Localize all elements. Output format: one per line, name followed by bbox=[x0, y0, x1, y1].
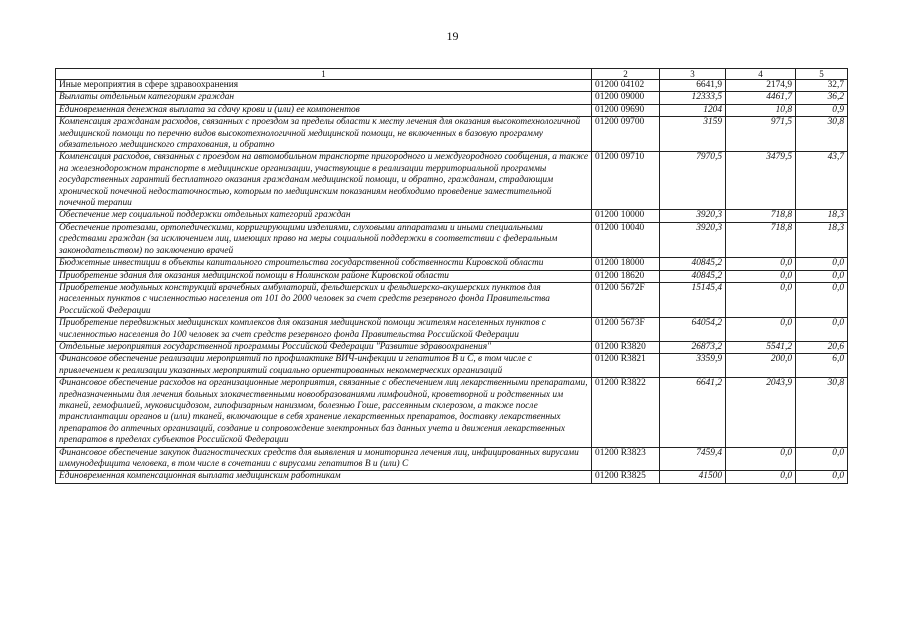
table-header-row bbox=[56, 69, 848, 80]
table-row bbox=[56, 341, 848, 353]
row-name-cell: Бюджетные инвестиции в объекты капитального строительства государственной собственности Кировской области bbox=[56, 258, 592, 270]
row-value-planned: 40845,2 bbox=[660, 258, 726, 270]
header-col-5: 5 bbox=[796, 69, 848, 80]
table-row bbox=[56, 318, 848, 342]
row-value-percent: 0,0 bbox=[796, 258, 848, 270]
table-row bbox=[56, 354, 848, 378]
row-name-cell: Финансовое обеспечение реализации мероприятий по профилактике ВИЧ-инфекции и гепатитов B и C, в том числе с привлечением к реализации указанных мероприятий социально ориентированных некоммерческих организаций bbox=[56, 354, 592, 378]
table-row bbox=[56, 152, 848, 210]
row-name-cell: Обеспечение мер социальной поддержки отдельных категорий граждан bbox=[56, 210, 592, 222]
row-code-cell: 01200 18620 bbox=[592, 270, 660, 282]
table-row bbox=[56, 80, 848, 92]
table-row bbox=[56, 210, 848, 222]
row-value-percent: 0,9 bbox=[796, 104, 848, 116]
row-code-cell: 01200 R3822 bbox=[592, 378, 660, 447]
row-value-percent: 30,8 bbox=[796, 378, 848, 447]
row-value-actual: 0,0 bbox=[726, 258, 796, 270]
row-name-cell: Выплаты отдельным категориям граждан bbox=[56, 92, 592, 104]
row-code-cell: 01200 10040 bbox=[592, 222, 660, 257]
row-name-cell: Финансовое обеспечение расходов на организационные мероприятия, связанные с обеспечением лиц лекарственными препаратами, предназначенными для лечения больных злокачественными новообразованиями лимфоидной, кроветворной и родственных им тканей, гемофилией, муковисцидозом, гипофизарным нанизмом, болезнью Гоше, рассеянным склерозом, а также после трансплантации органов и (или) тканей, включающие в себя хранение лекарственных препаратов, доставку лекарственных препаратов до аптечных организаций, создание и сопровождение электронных баз данных учета и движения лекарственных препаратов в пределах субъектов Российской Федерации bbox=[56, 378, 592, 447]
row-value-planned: 3920,3 bbox=[660, 210, 726, 222]
row-value-percent: 18,3 bbox=[796, 210, 848, 222]
row-value-planned: 41500 bbox=[660, 471, 726, 483]
row-value-planned: 15145,4 bbox=[660, 282, 726, 317]
row-value-planned: 26873,2 bbox=[660, 341, 726, 353]
row-name-cell: Компенсация гражданам расходов, связанных с проездом за пределы области к месту лечения для оказания высокотехнологичной медицинской помощи по перечню видов высокотехнологичной медицинской помощи, не включенных в базовую программу обязательного медицинского страхования, и обратно bbox=[56, 117, 592, 152]
row-value-percent: 0,0 bbox=[796, 318, 848, 342]
row-value-planned: 7459,4 bbox=[660, 447, 726, 471]
row-value-planned: 6641,9 bbox=[660, 80, 726, 92]
row-code-cell: 01200 R3823 bbox=[592, 447, 660, 471]
table-row bbox=[56, 447, 848, 471]
row-value-actual: 0,0 bbox=[726, 270, 796, 282]
row-code-cell: 01200 5672F bbox=[592, 282, 660, 317]
row-name-cell: Финансовое обеспечение закупок диагностических средств для выявления и мониторинга лечения лиц, инфицированных вирусами иммунодефицита человека, в том числе в сочетании с вирусами гепатитов B и (или) C bbox=[56, 447, 592, 471]
table-row bbox=[56, 222, 848, 257]
row-name-cell: Компенсация расходов, связанных с проездом на автомобильном транспорте пригородного и междугородного сообщения, а также на железнодорожном транспорте в медицинские организации, участвующие в реализации территориальной программы государственных гарантий бесплатного оказания гражданам медицинской помощи, и обратно, гражданам, страдающим хронической почечной недостаточностью, которым по медицинским показаниям необходимо проведение заместительной почечной терапии bbox=[56, 152, 592, 210]
row-code-cell: 01200 09700 bbox=[592, 117, 660, 152]
table-row bbox=[56, 471, 848, 483]
row-value-planned: 1204 bbox=[660, 104, 726, 116]
table-row bbox=[56, 117, 848, 152]
row-value-percent: 32,7 bbox=[796, 80, 848, 92]
header-col-4: 4 bbox=[726, 69, 796, 80]
row-value-actual: 0,0 bbox=[726, 318, 796, 342]
row-value-actual: 971,5 bbox=[726, 117, 796, 152]
table-row bbox=[56, 258, 848, 270]
row-code-cell: 01200 R3820 bbox=[592, 341, 660, 353]
row-name-cell: Отдельные мероприятия государственной программы Российской Федерации "Развитие здравоохранения" bbox=[56, 341, 592, 353]
row-value-actual: 3479,5 bbox=[726, 152, 796, 210]
row-value-actual: 0,0 bbox=[726, 471, 796, 483]
row-value-planned: 40845,2 bbox=[660, 270, 726, 282]
row-code-cell: 01200 09710 bbox=[592, 152, 660, 210]
row-value-actual: 2174,9 bbox=[726, 80, 796, 92]
row-name-cell: Единовременная компенсационная выплата медицинским работникам bbox=[56, 471, 592, 483]
row-code-cell: 01200 09000 bbox=[592, 92, 660, 104]
page-number: 19 bbox=[446, 29, 459, 43]
row-value-percent: 0,0 bbox=[796, 270, 848, 282]
row-value-percent: 0,0 bbox=[796, 447, 848, 471]
row-value-planned: 3159 bbox=[660, 117, 726, 152]
budget-table bbox=[55, 68, 848, 484]
row-value-percent: 6,0 bbox=[796, 354, 848, 378]
row-value-percent: 43,7 bbox=[796, 152, 848, 210]
table-row bbox=[56, 282, 848, 317]
row-code-cell: 01200 09690 bbox=[592, 104, 660, 116]
row-value-actual: 718,8 bbox=[726, 210, 796, 222]
row-value-percent: 0,0 bbox=[796, 282, 848, 317]
row-value-planned: 6641,2 bbox=[660, 378, 726, 447]
row-value-planned: 12333,5 bbox=[660, 92, 726, 104]
row-name-cell: Приобретение модульных конструкций врачебных амбулаторий, фельдшерских и фельдшерско-акушерских пунктов для населенных пунктов с численностью населения от 101 до 2000 человек за счет средств резервного фонда Правительства Российской Федерации bbox=[56, 282, 592, 317]
row-name-cell: Приобретение здания для оказания медицинской помощи в Нолинском районе Кировской области bbox=[56, 270, 592, 282]
header-col-2: 2 bbox=[592, 69, 660, 80]
row-value-actual: 2043,9 bbox=[726, 378, 796, 447]
table-row bbox=[56, 92, 848, 104]
table-row bbox=[56, 270, 848, 282]
row-name-cell: Обеспечение протезами, ортопедическими, корригирующими изделиями, слуховыми аппаратами и иными специальными средствами граждан (за исключением лиц, имеющих право на меры социальной поддержки в соответствии с федеральным законодательством) по заключению врачей bbox=[56, 222, 592, 257]
table-row bbox=[56, 104, 848, 116]
row-value-percent: 20,6 bbox=[796, 341, 848, 353]
row-name-cell: Единовременная денежная выплата за сдачу крови и (или) ее компонентов bbox=[56, 104, 592, 116]
row-value-actual: 0,0 bbox=[726, 282, 796, 317]
row-value-percent: 18,3 bbox=[796, 222, 848, 257]
row-value-actual: 718,8 bbox=[726, 222, 796, 257]
row-code-cell: 01200 5673F bbox=[592, 318, 660, 342]
table-row bbox=[56, 378, 848, 447]
row-value-actual: 10,8 bbox=[726, 104, 796, 116]
row-name-cell: Приобретение передвижных медицинских комплексов для оказания медицинской помощи жителям населенных пунктов с численностью населения до 100 человек за счет средств резервного фонда Правительства Российской Федерации bbox=[56, 318, 592, 342]
row-code-cell: 01200 18000 bbox=[592, 258, 660, 270]
row-value-percent: 30,8 bbox=[796, 117, 848, 152]
row-value-actual: 200,0 bbox=[726, 354, 796, 378]
row-value-planned: 3359,9 bbox=[660, 354, 726, 378]
header-col-1: 1 bbox=[56, 69, 592, 80]
row-value-planned: 64054,2 bbox=[660, 318, 726, 342]
row-value-percent: 36,2 bbox=[796, 92, 848, 104]
row-value-actual: 5541,2 bbox=[726, 341, 796, 353]
row-value-planned: 7970,5 bbox=[660, 152, 726, 210]
row-value-actual: 4461,7 bbox=[726, 92, 796, 104]
row-value-actual: 0,0 bbox=[726, 447, 796, 471]
row-name-cell: Иные мероприятия в сфере здравоохранения bbox=[56, 80, 592, 92]
row-value-percent: 0,0 bbox=[796, 471, 848, 483]
row-code-cell: 01200 10000 bbox=[592, 210, 660, 222]
header-col-3: 3 bbox=[660, 69, 726, 80]
row-code-cell: 01200 04102 bbox=[592, 80, 660, 92]
row-value-planned: 3920,3 bbox=[660, 222, 726, 257]
row-code-cell: 01200 R3821 bbox=[592, 354, 660, 378]
row-code-cell: 01200 R3825 bbox=[592, 471, 660, 483]
